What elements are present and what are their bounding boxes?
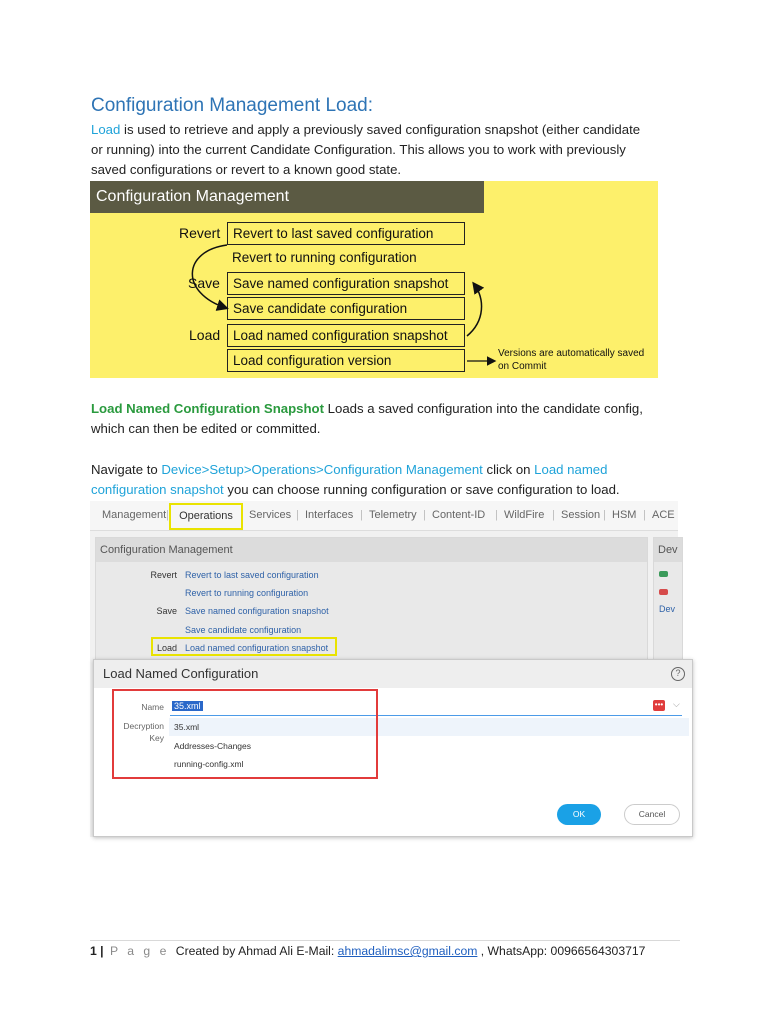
page-word: P a g e: [103, 944, 176, 958]
footer-whatsapp: , WhatsApp: 00966564303717: [477, 944, 646, 958]
tab-separator: |: [603, 509, 606, 521]
option-running-config[interactable]: running-config.xml: [174, 759, 244, 769]
load-named-configuration-dialog: [93, 659, 693, 837]
link-revert-running[interactable]: Revert to running configuration: [185, 588, 309, 598]
load-highlight-box: [151, 637, 337, 656]
tab-services[interactable]: Services: [249, 509, 292, 521]
tab-operations[interactable]: Operations: [169, 503, 243, 530]
snapshot-line-1: Loads a saved configuration into the candidate config,: [323, 401, 643, 416]
device-side-panel-title: Dev: [654, 538, 682, 562]
tab-ace[interactable]: ACE: [652, 509, 675, 521]
chevron-down-icon[interactable]: ⌵: [673, 699, 680, 709]
name-label: Name: [141, 702, 164, 712]
device-side-link[interactable]: Dev: [659, 604, 676, 614]
tab-separator: |: [360, 509, 363, 521]
navigate-path: Device>Setup>Operations>Configuration Management: [161, 462, 483, 477]
tab-bar: [90, 501, 678, 531]
intro-paragraph: [91, 120, 681, 180]
tab-separator: |: [166, 509, 169, 521]
footer-email-link[interactable]: ahmadalimsc@gmail.com: [337, 944, 478, 958]
navigate-rest: you can choose running configuration or save configuration to load.: [223, 482, 620, 497]
intro-line-1: is used to retrieve and apply a previously saved configuration snapshot (either candidate: [120, 122, 641, 137]
tab-interfaces[interactable]: Interfaces: [305, 509, 354, 521]
diagram-note: [498, 347, 658, 373]
ok-button[interactable]: OK: [557, 804, 601, 825]
tab-hsm[interactable]: HSM: [612, 509, 637, 521]
operations-screenshot: [90, 501, 681, 837]
row-label-load: Load: [156, 643, 177, 653]
navigate-link-2: configuration snapshot: [91, 482, 224, 497]
page-number: 1 |: [90, 944, 104, 958]
diagram-note-line-2: on Commit: [498, 361, 547, 372]
intro-line-2: or running) into the current Candidate Configuration. This allows you to work with previously: [91, 142, 626, 157]
tab-separator: |: [296, 509, 299, 521]
tab-content-id[interactable]: Content-ID: [432, 509, 486, 521]
config-management-panel-title: Configuration Management: [96, 538, 647, 562]
link-revert-last-saved[interactable]: Revert to last saved configuration: [185, 570, 319, 580]
tab-session[interactable]: Session: [561, 509, 601, 521]
help-icon[interactable]: ?: [671, 667, 685, 681]
diagram-label-load: Load: [189, 327, 221, 343]
intro-line-3: saved configurations or revert to a known good state.: [91, 162, 402, 177]
row-label-save: Save: [156, 606, 177, 616]
row-label-revert: Revert: [150, 570, 177, 580]
device-side-panel: [653, 537, 683, 662]
tab-separator: |: [495, 509, 498, 521]
device-green-icon: [659, 571, 668, 577]
navigate-prefix: Navigate to: [91, 462, 162, 477]
diagram-note-line-1: Versions are automatically saved: [498, 348, 645, 359]
diagram-item-revert-last-saved: Revert to last saved configuration: [227, 222, 465, 245]
decryption-label: Decryption: [123, 721, 164, 731]
diagram-label-revert: Revert: [179, 225, 221, 241]
configuration-management-diagram: [90, 181, 658, 378]
options-highlight-box: [112, 689, 378, 779]
diagram-label-save: Save: [188, 275, 220, 291]
tab-telemetry[interactable]: Telemetry: [369, 509, 417, 521]
footer-divider: [90, 940, 680, 941]
diagram-item-revert-running: Revert to running configuration: [232, 250, 417, 265]
option-35-xml[interactable]: 35.xml: [169, 718, 689, 736]
cancel-button[interactable]: Cancel: [624, 804, 680, 825]
page-heading: Configuration Management Load:: [91, 95, 374, 116]
tab-management[interactable]: Management: [102, 509, 167, 521]
diagram-title: Configuration Management: [90, 181, 484, 213]
name-selected-value: 35.xml: [174, 701, 201, 711]
snapshot-title: Load Named Configuration Snapshot: [91, 401, 324, 416]
navigate-paragraph: [91, 460, 681, 500]
tab-separator: |: [643, 509, 646, 521]
snapshot-line-2: which can then be edited or committed.: [91, 421, 321, 436]
diagram-item-save-named: Save named configuration snapshot: [227, 272, 465, 295]
link-save-named[interactable]: Save named configuration snapshot: [185, 606, 329, 616]
navigate-mid: click on: [482, 462, 535, 477]
tab-separator: |: [423, 509, 426, 521]
dialog-title: Load Named Configuration: [94, 660, 692, 688]
diagram-item-load-version: Load configuration version: [227, 349, 465, 372]
navigate-link-1: Load named: [534, 462, 608, 477]
diagram-item-load-named: Load named configuration snapshot: [227, 324, 465, 347]
link-load-named[interactable]: Load named configuration snapshot: [185, 643, 329, 653]
tab-separator: |: [552, 509, 555, 521]
page-footer: [90, 944, 645, 958]
snapshot-paragraph: [91, 399, 681, 439]
tab-wildfire[interactable]: WildFire: [504, 509, 545, 521]
key-label: Key: [149, 733, 164, 743]
footer-created: Created by Ahmad Ali E-Mail:: [175, 944, 338, 958]
link-save-candidate[interactable]: Save candidate configuration: [185, 625, 302, 635]
device-red-icon: [659, 589, 668, 595]
option-addresses-changes[interactable]: Addresses-Changes: [174, 741, 252, 751]
load-keyword: Load: [91, 122, 121, 137]
more-options-icon[interactable]: •••: [654, 700, 664, 709]
diagram-item-save-candidate: Save candidate configuration: [227, 297, 465, 320]
